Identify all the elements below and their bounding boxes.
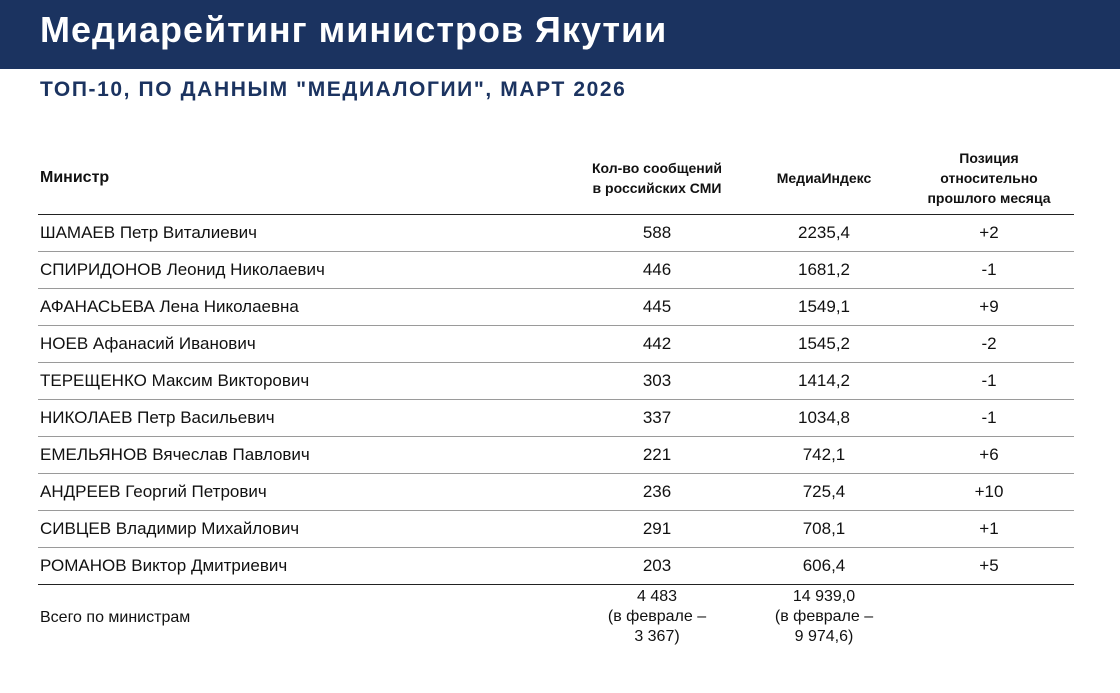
column-header-position-line3: прошлого месяца [927, 190, 1051, 206]
column-header-position [904, 148, 1074, 208]
minister-name: АНДРЕЕВ Георгий Петрович [40, 482, 267, 501]
total-index-value: 14 939,0 [792, 588, 856, 605]
total-row [38, 585, 1074, 655]
message-count: 291 [642, 519, 672, 538]
message-count: 221 [642, 445, 672, 464]
total-count [570, 587, 744, 647]
table-row [38, 215, 1074, 252]
page-subtitle: ТОП-10, ПО ДАННЫМ "МЕДИАЛОГИИ", МАРТ 2026 [40, 78, 627, 101]
position-change: -1 [981, 408, 997, 427]
minister-name: НОЕВ Афанасий Иванович [40, 334, 256, 353]
message-count: 236 [642, 482, 672, 501]
column-header-count-line1: Кол-во сообщений [592, 160, 722, 176]
table-row [38, 326, 1074, 363]
minister-name: ЕМЕЛЬЯНОВ Вячеслав Павлович [40, 445, 310, 464]
rating-table [38, 140, 1074, 655]
media-index: 1545,2 [798, 334, 850, 353]
media-index: 1414,2 [798, 371, 850, 390]
total-count-value: 4 483 [636, 588, 678, 605]
column-header-minister: Министр [40, 169, 110, 186]
message-count: 203 [642, 556, 672, 575]
table-header [38, 140, 1074, 215]
minister-name: СПИРИДОНОВ Леонид Николаевич [40, 260, 325, 279]
column-header-count [570, 158, 744, 198]
media-index: 2235,4 [798, 223, 850, 242]
table-row [38, 511, 1074, 548]
header-band [0, 0, 1120, 69]
message-count: 445 [642, 297, 672, 316]
message-count: 442 [642, 334, 672, 353]
media-index: 1681,2 [798, 260, 850, 279]
minister-name: РОМАНОВ Виктор Дмитриевич [40, 556, 288, 575]
position-change: +1 [979, 519, 999, 538]
minister-name: ТЕРЕЩЕНКО Максим Викторович [40, 371, 310, 390]
total-count-note-value: 3 367) [634, 628, 680, 645]
message-count: 303 [642, 371, 672, 390]
table-row [38, 363, 1074, 400]
position-change: +6 [979, 445, 999, 464]
table-row [38, 437, 1074, 474]
position-change: +2 [979, 223, 999, 242]
position-change: +10 [974, 482, 1004, 501]
column-header-position-line1: Позиция [959, 150, 1019, 166]
media-index: 708,1 [802, 519, 846, 538]
position-change: +9 [979, 297, 999, 316]
message-count: 588 [642, 223, 672, 242]
minister-name: АФАНАСЬЕВА Лена Николаевна [40, 297, 299, 316]
total-index [744, 587, 904, 647]
page-title: Медиарейтинг министров Якутии [40, 9, 668, 50]
table-row [38, 548, 1074, 585]
media-index: 725,4 [802, 482, 846, 501]
column-header-count-line2: в российских СМИ [592, 180, 722, 196]
total-label: Всего по министрам [40, 609, 191, 626]
media-index: 1549,1 [798, 297, 850, 316]
media-index: 1034,8 [798, 408, 850, 427]
minister-name: НИКОЛАЕВ Петр Васильевич [40, 408, 275, 427]
position-change: -1 [981, 371, 997, 390]
table-row [38, 474, 1074, 511]
minister-name: ШАМАЕВ Петр Виталиевич [40, 223, 258, 242]
table-row [38, 400, 1074, 437]
position-change: -2 [981, 334, 997, 353]
media-index: 742,1 [802, 445, 846, 464]
column-header-position-line2: относительно [940, 170, 1038, 186]
total-count-note: (в феврале – [607, 608, 707, 625]
column-header-index: МедиаИндекс [776, 170, 872, 186]
minister-name: СИВЦЕВ Владимир Михайлович [40, 519, 300, 538]
table-row [38, 252, 1074, 289]
message-count: 337 [642, 408, 672, 427]
total-index-note: (в феврале – [774, 608, 874, 625]
total-index-note-value: 9 974,6) [794, 628, 854, 645]
message-count: 446 [642, 260, 672, 279]
position-change: +5 [979, 556, 999, 575]
position-change: -1 [981, 260, 997, 279]
media-index: 606,4 [802, 556, 846, 575]
table-row [38, 289, 1074, 326]
